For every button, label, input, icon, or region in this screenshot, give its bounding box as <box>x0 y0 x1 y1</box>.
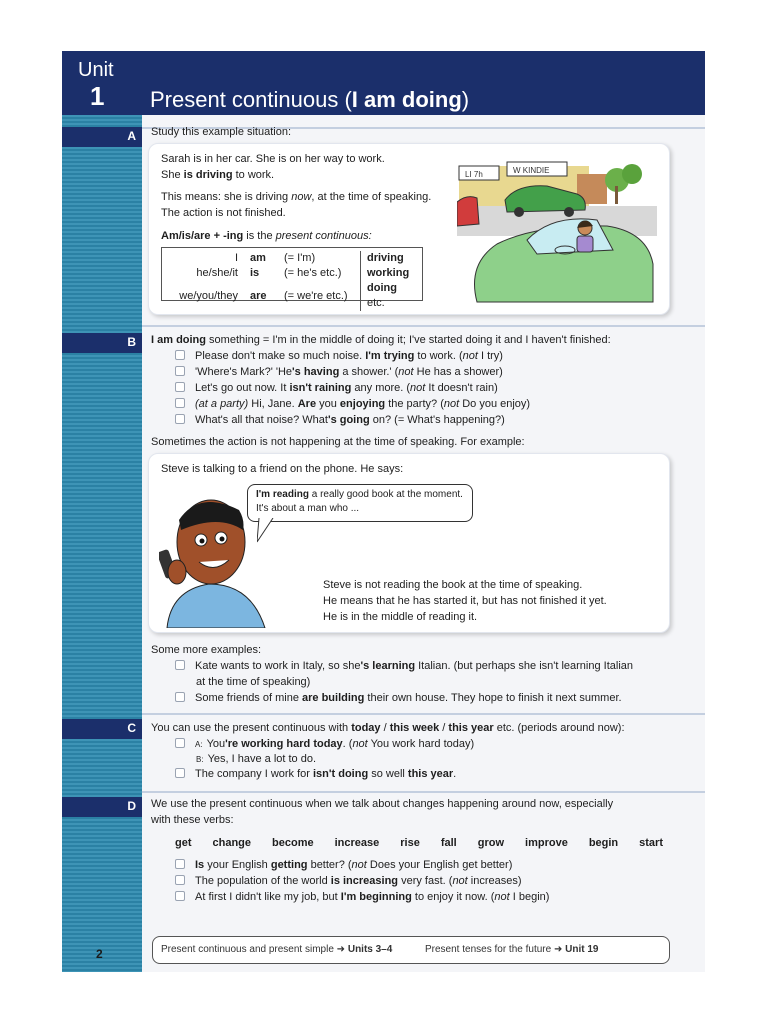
example-item: Is your English getting better? (not Does your English get better) <box>175 858 512 873</box>
verb-cell: is <box>250 267 260 279</box>
bubble-line: It's about a man who ... <box>256 503 360 514</box>
cross-reference-link[interactable]: Present continuous and present simple ➜ Units 3–4 <box>161 944 393 955</box>
note-cell: (= he's etc.) <box>284 267 342 279</box>
verb-word: change <box>212 837 252 849</box>
example-box-a <box>148 143 670 315</box>
example-item-reply: B: Yes, I have a lot to do. <box>196 753 317 765</box>
verb-word: fall <box>440 837 457 849</box>
page-number: 2 <box>96 947 103 961</box>
example-box-b <box>148 453 670 633</box>
car-illustration <box>457 154 657 304</box>
bullet-icon <box>175 366 185 376</box>
section-tab-a: A <box>62 127 142 147</box>
unit-box <box>62 51 142 115</box>
verb-word: grow <box>477 837 505 849</box>
section-divider <box>142 713 705 715</box>
note-cell: (= I'm) <box>284 252 316 264</box>
section-tab-c: C <box>62 719 142 739</box>
verb-word: improve <box>525 837 568 849</box>
section-tab-d: D <box>62 797 142 817</box>
page-title: Present continuous (I am doing) <box>150 87 470 112</box>
cross-reference-box <box>152 936 670 964</box>
bullet-icon <box>175 414 185 424</box>
note-cell: (= we're etc.) <box>284 289 348 302</box>
section-tab-b: B <box>62 333 142 353</box>
rule-line: Am/is/are + -ing is the present continuous: <box>161 230 372 242</box>
example-line: The action is not finished. <box>161 207 286 219</box>
verb-word: begin <box>588 837 619 849</box>
ing-cell: doing etc. <box>361 281 423 311</box>
example-item: The company I work for isn't doing so well this year. <box>175 767 456 782</box>
shop-sign-text: W KINDIE <box>513 166 550 175</box>
verb-cell: are <box>250 289 267 302</box>
verb-word: start <box>639 837 663 849</box>
example-item-continued: at the time of speaking) <box>196 676 311 688</box>
bubble-tail <box>257 518 287 544</box>
example-item: The population of the world is increasing very fast. (not increases) <box>175 874 522 889</box>
example-item: Please don't make so much noise. I'm trying to work. (not I try) <box>175 349 503 364</box>
explanation-line: He means that he has started it, but has not finished it yet. <box>323 595 607 607</box>
textbook-page <box>62 51 705 972</box>
bullet-icon <box>175 350 185 360</box>
section-b-intro: I am doing something = I'm in the middle of doing it; I've started doing it and I haven't finished: <box>151 334 611 346</box>
example-item: Some friends of mine are building their own house. They hope to finish it next summer. <box>175 691 622 706</box>
subject-cell: he/she/it <box>196 267 238 279</box>
bullet-icon <box>175 768 185 778</box>
bubble-line: I'm reading a really good book at the moment. <box>256 489 463 500</box>
example-item: What's all that noise? What's going on? (= What's happening?) <box>175 413 505 428</box>
bullet-icon <box>175 382 185 392</box>
subject-cell: we/you/they <box>179 289 238 302</box>
bullet-icon <box>175 875 185 885</box>
ing-cell: driving <box>361 251 423 266</box>
arrow-icon: ➜ <box>336 944 346 955</box>
forms-table <box>161 247 423 309</box>
example-line: She is driving to work. <box>161 169 275 181</box>
section-d-intro: We use the present continuous when we talk about changes happening around now, especially <box>151 798 614 810</box>
subject-cell: I <box>234 252 238 264</box>
verb-cell: am <box>250 252 266 264</box>
unit-label: Unit <box>78 59 114 81</box>
section-d-intro: with these verbs: <box>151 814 234 826</box>
example-line: Sarah is in her car. She is on her way to work. <box>161 153 385 165</box>
unit-number: 1 <box>90 81 105 111</box>
explanation-line: Steve is not reading the book at the time of speaking. <box>323 579 583 591</box>
sidebar-stripe <box>62 51 142 972</box>
verb-word: become <box>272 837 314 849</box>
ing-cell: working <box>361 266 423 281</box>
section-divider <box>142 325 705 327</box>
example-item: At first I didn't like my job, but I'm beginning to enjoy it now. (not I begin) <box>175 890 549 905</box>
more-examples-heading: Some more examples: <box>151 644 262 656</box>
example-item: Kate wants to work in Italy, so she's learning Italian. (but perhaps she isn't learning Italian <box>175 659 633 674</box>
cross-reference-link[interactable]: Present tenses for the future ➜ Unit 19 <box>425 944 599 955</box>
section-a-intro: Study this example situation: <box>151 126 292 138</box>
bullet-icon <box>175 859 185 869</box>
example-line: This means: she is driving now, at the time of speaking. <box>161 191 432 203</box>
bullet-icon <box>175 398 185 408</box>
example-item: 'Where's Mark?' 'He's having a shower.' (not He has a shower) <box>175 365 503 380</box>
bullet-icon <box>175 891 185 901</box>
bullet-icon <box>175 660 185 670</box>
section-c-intro: You can use the present continuous with today / this week / this year etc. (periods around now): <box>151 722 625 734</box>
arrow-icon: ➜ <box>553 944 563 955</box>
section-b-note: Sometimes the action is not happening at the time of speaking. For example: <box>151 436 525 448</box>
verb-word: get <box>175 837 192 849</box>
verb-word: increase <box>334 837 380 849</box>
example-item: (at a party) Hi, Jane. Are you enjoying the party? (not Do you enjoy) <box>175 397 530 412</box>
bullet-icon <box>175 692 185 702</box>
example-item: A: You're working hard today. (not You work hard today) <box>175 737 474 752</box>
verb-list <box>175 836 684 851</box>
speech-bubble <box>247 484 473 522</box>
section-divider <box>142 791 705 793</box>
verb-word: rise <box>400 837 420 849</box>
explanation-line: He is in the middle of reading it. <box>323 611 478 623</box>
steve-intro: Steve is talking to a friend on the phone. He says: <box>161 463 404 475</box>
example-item: Let's go out now. It isn't raining any more. (not It doesn't rain) <box>175 381 498 396</box>
shop-sign-text: LI 7h <box>465 170 483 179</box>
bullet-icon <box>175 738 185 748</box>
